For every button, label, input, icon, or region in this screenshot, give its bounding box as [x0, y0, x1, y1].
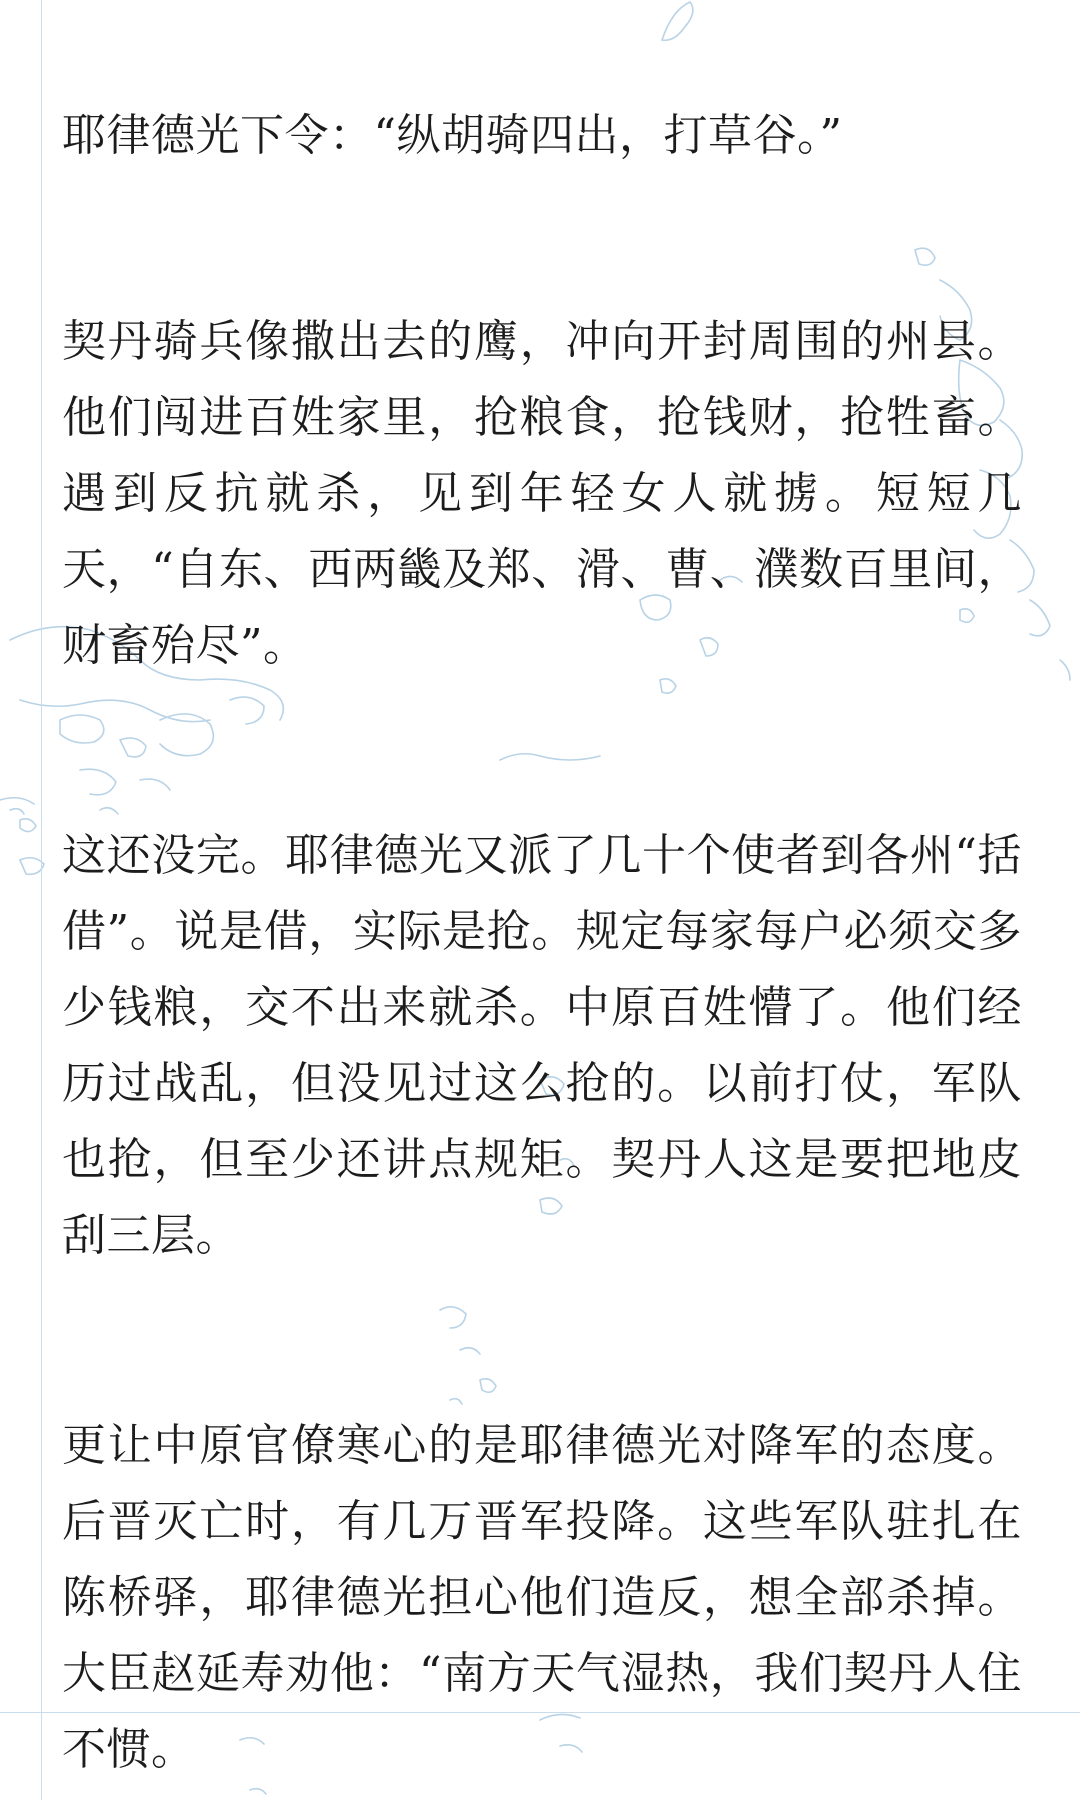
left-margin-rule [41, 0, 42, 1800]
paragraph-4: 更让中原官僚寒心的是耶律德光对降军的态度。后晋灭亡时，有几万晋军投降。这些军队驻扎在陈桥驿，耶律德光担心他们造反，想全部杀掉。大臣赵延寿劝他：“南方天气湿热，我们契丹人住不惯。 [62, 1420, 1022, 1775]
paragraph-2: 契丹骑兵像撒出去的鹰，冲向开封周围的州县。他们闯进百姓家里，抢粮食，抢钱财，抢牲畜。遇到反抗就杀，见到年轻女人就掳。短短几天，“自东、西两畿及郑、滑、曹、濮数百里间，财畜殆尽”。 [62, 316, 1022, 671]
paragraph-1: 耶律德光下令：“纵胡骑四出，打草谷。” [62, 110, 843, 161]
paragraph-3: 这还没完。耶律德光又派了几十个使者到各州“括借”。说是借，实际是抢。规定每家每户必须交多少钱粮，交不出来就杀。中原百姓懵了。他们经历过战乱，但没见过这么抢的。以前打仗，军队也抢，但至少还讲点规矩。契丹人这是要把地皮刮三层。 [62, 830, 1022, 1261]
